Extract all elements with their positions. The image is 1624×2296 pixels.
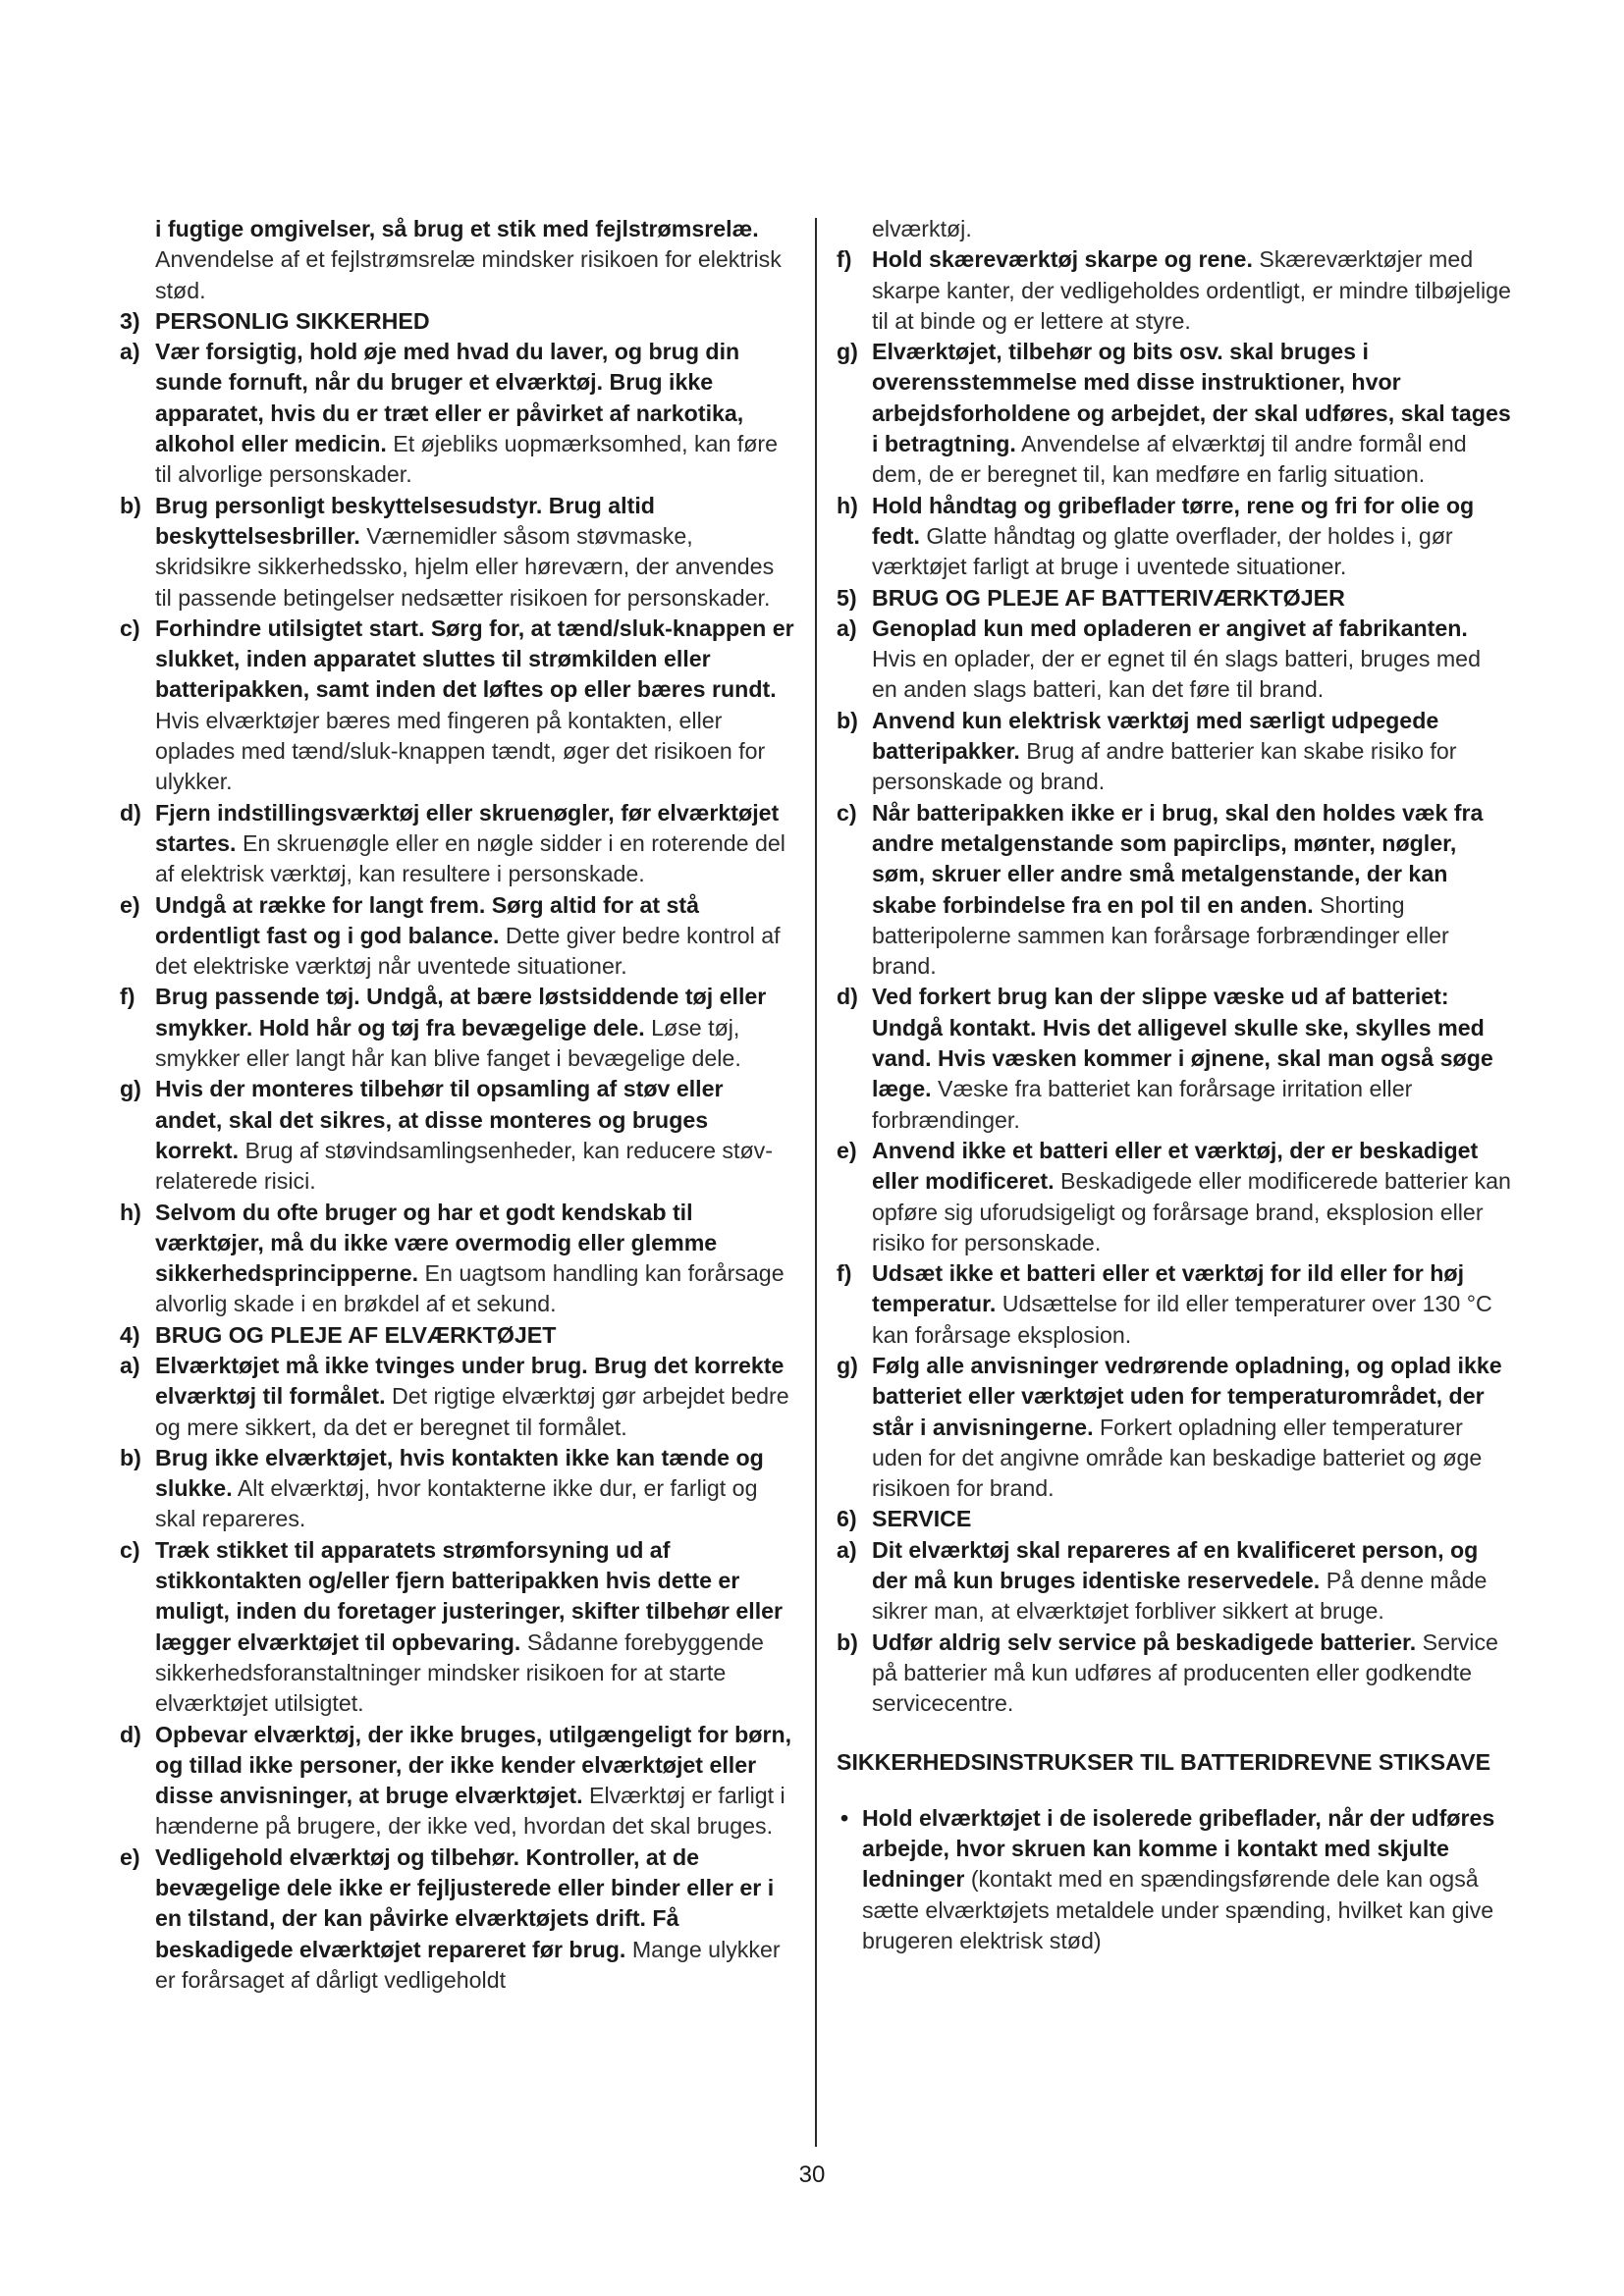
item-label: b) [837,1629,858,1655]
item-label: b) [120,492,141,518]
item-text: Mange ulykker er forårsaget af dårligt vedligeholdt [155,1936,781,1993]
item-text: Glatte håndtag og glatte overflader, der holdes i, gør værktøjet farligt at bruge i uventede situationer. [872,522,1453,580]
bullet-dot-icon: • [840,1804,849,1831]
item-label: c) [120,1536,140,1563]
item-label: b) [120,1444,141,1470]
left-column [120,214,795,1996]
list-item [837,1628,1512,1720]
item-bold-text: Forhindre utilsigtet start. Sørg for, at tænd/sluk-knappen er slukket, inden apparatet sluttes til strømkilden eller batteripakken, samt inden det løftes op eller bæres rundt. [155,614,794,703]
list-item [837,706,1512,798]
bullet-item: • Hold elværktøjet i de isolerede gribeflader, når der udføres arbejde, hvor skruen kan komme i kontakt med skjulte ledninger (kontakt med en spændingsførende dele kan også sætte elværktøjets metaldele under spænding, hvilket kan give brugeren elektrisk stød) [840,1804,1495,1954]
item-bold-text: Selvom du ofte bruger og har et godt kendskab til værktøjer, må du ikke være overmodig eller glemme sikkerhedsprincipperne. [155,1199,718,1287]
list-item [837,491,1512,583]
item-label: g) [120,1076,141,1102]
page-number: 30 [798,2162,826,2188]
section-heading-4: 4) BRUG OG PLEJE AF ELVÆRKTØJET [120,1321,557,1348]
item-bold-text: Elværktøjet må ikke tvinges under brug. Brug det korrekte elværktøj til formålet. [155,1352,785,1410]
item-bold-text: Dit elværktøj skal repareres af en kvalificeret person, og der må kun bruges identiske reservedele. [872,1536,1479,1594]
item-bold-text: Brug ikke elværktøjet, hvis kontakten ikke kan tænde og slukke. [155,1444,764,1502]
item-bold-text: Brug personligt beskyttelsesudstyr. Brug altid beskyttelsesbriller. [155,492,655,549]
item-bold-text: Hold skæreværktøj skarpe og rene. [872,246,1253,273]
list-item [120,337,795,490]
list-item [120,1842,795,1996]
section-heading-3: 3) PERSONLIG SIKKERHED [120,307,430,334]
list-item [837,614,1512,706]
item-label: c) [120,614,140,641]
item-text: Brug af støvindsamlingsenheder, kan reducere støv-relaterede risici. [155,1137,773,1195]
list-item [120,798,795,890]
item-text: En skruenøgle eller en nøgle sidder i en roterende del af elektrisk værktøj, kan resultere i personskade. [155,829,785,887]
list-item [837,244,1512,337]
list-item [120,982,795,1074]
item-text: Et øjebliks uopmærksomhed, kan føre til alvorlige personskader. [155,431,779,488]
item-bold-text: Anvend ikke et batteri eller et værktøj, der er beskadiget eller modificeret. [872,1137,1479,1195]
item-bold-text: Vær forsigtig, hold øje med hvad du laver, og brug din sunde fornuft, når du bruger et elværktøj. Brug ikke apparatet, hvis du er træt eller er påvirket af narkotika, alkohol eller medicin. [155,339,744,457]
item-bold-text: Hold håndtag og gribeflader tørre, rene og fri for olie og fedt. [872,492,1475,549]
item-bold-text: Brug passende tøj. Undgå, at bære løstsiddende tøj eller smykker. Hold hår og tøj fra bevægelige dele. [155,984,767,1041]
item-text: Værnemidler såsom støvmaske, skridsikre sikkerhedssko, hjelm eller høreværn, der anvendes til passende betingelser nedsætter risikoen for personskader. [155,522,775,611]
item-label: g) [837,339,858,365]
item-label: a) [837,614,857,641]
item-bold-text: Følg alle anvisninger vedrørende opladning, og oplad ikke batteriet eller værktøjet uden for temperaturområdet, der står i anvisningerne. [872,1352,1502,1440]
section-4-items-continued [837,244,1512,582]
item-label: h) [837,492,858,518]
item-text: Anvendelse af elværktøj til andre formål end dem, de er beregnet til, kan medføre en farlig situation. [872,431,1467,488]
item-label: e) [120,891,140,918]
item-text: Udsættelse for ild eller temperaturer over 130 °C kan forårsage eksplosion. [872,1291,1492,1348]
continued-paragraph: elværktøj. [872,216,972,241]
item-bold-text: Ved forkert brug kan der slippe væske ud af batteriet: Undgå kontakt. Hvis det alligevel skulle ske, skylles med vand. Hvis væsken kommer i øjnene, skal man også søge læge. [872,984,1493,1102]
item-bold-text: Undgå at række for langt frem. Sørg altid for at stå ordentligt fast og i god balance. [155,891,700,948]
section-6-items [837,1535,1512,1720]
safety-section-title: SIKKERHEDSINSTRUKSER TIL BATTERIDREVNE STIKSAVE [837,1748,1491,1775]
item-text: Forkert opladning eller temperaturer uden for det angivne område kan beskadige batteriet og øge risikoen for brand. [872,1414,1483,1502]
list-item [120,1351,795,1443]
list-item [120,1720,795,1842]
list-item [120,1443,795,1535]
continued-paragraph: i fugtige omgivelser, så brug et stik med fejlstrømsrelæ. Anvendelse af et fejlstrømsrelæ mindsker risikoen for elektrisk stød. [155,216,782,303]
item-text: Væske fra batteriet kan forårsage irritation eller forbrændinger. [872,1076,1413,1133]
list-item [837,337,1512,490]
item-text: Elværktøj er farligt i hænderne på brugere, der ikke ved, hvordan det skal bruges. [155,1783,785,1840]
item-bold-text: Genoplad kun med opladeren er angivet af fabrikanten. [872,614,1468,641]
item-text: En uagtsom handling kan forårsage alvorlig skade i en brøkdel af et sekund. [155,1260,785,1317]
item-label: g) [837,1352,858,1378]
list-item [120,491,795,614]
item-label: a) [120,1352,140,1378]
item-bold-text: Når batteripakken ikke er i brug, skal den holdes væk fra andre metalgenstande som papirclips, mønter, nøgler, søm, skruer eller andre små metalgenstande, der kan skabe forbindelse fra en pol til en anden. [872,799,1484,918]
list-item [120,1535,795,1720]
section-4-items [120,1351,795,1996]
item-bold-text: Anvend kun elektrisk værktøj med særligt udpegede batteripakker. [872,707,1439,765]
list-item [837,1136,1512,1258]
item-text: Det rigtige elværktøj gør arbejdet bedre og mere sikkert, da det er beregnet til formålet. [155,1383,789,1440]
item-label: d) [120,1721,141,1747]
item-bold-text: Udsæt ikke et batteri eller et værktøj for ild eller for høj temperatur. [872,1260,1465,1317]
item-label: f) [120,984,135,1010]
item-label: c) [837,799,857,826]
item-text: Hvis en oplader, der er egnet til én slags batteri, bruges med en anden slags batteri, kan det føre til brand. [872,646,1481,703]
item-label: a) [837,1536,857,1563]
item-label: h) [120,1199,141,1225]
item-text: Dette giver bedre kontrol af det elektriske værktøj når uventede situationer. [155,922,781,980]
item-bold-text: Udfør aldrig selv service på beskadigede batterier. [872,1629,1417,1655]
list-item [837,798,1512,983]
item-label: f) [837,1260,852,1287]
item-text: Beskadigede eller modificerede batterier kan opføre sig uforudsigeligt og forårsage brand, eksplosion eller risiko for personskade. [872,1168,1511,1255]
item-bold-text: Fjern indstillingsværktøj eller skruenøgler, før elværktøjet startes. [155,799,780,856]
list-item [120,890,795,983]
list-item [837,1258,1512,1351]
item-text: Løse tøj, smykker eller langt hår kan blive fanget i bevægelige dele. [155,1014,741,1072]
item-text: Sådanne forebyggende sikkerhedsforanstaltninger mindsker risikoen for at starte elværktøjet utilsigtet. [155,1629,764,1717]
item-label: d) [837,984,858,1010]
section-5-items [837,614,1512,1505]
item-label: e) [837,1137,857,1163]
section-heading-5: 5) BRUG OG PLEJE AF BATTERIVÆRKTØJER [837,584,1345,611]
item-label: f) [837,246,852,273]
item-text: Skæreværktøjer med skarpe kanter, der vedligeholdes ordentligt, er mindre tilbøjelige til at binde og er lettere at styre. [872,246,1511,334]
item-label: d) [120,799,141,826]
list-item [837,1351,1512,1504]
item-text: Shorting batteripolerne sammen kan forårsage forbrændinger eller brand. [872,891,1449,980]
section-heading-6: 6) SERVICE [837,1506,972,1532]
list-item [120,1198,795,1320]
item-text: Brug af andre batterier kan skabe risiko for personskade og brand. [872,738,1457,795]
right-column [837,214,1512,1956]
item-label: b) [837,707,858,733]
list-item [120,614,795,798]
list-item [837,1535,1512,1628]
item-text: Hvis elværktøjer bæres med fingeren på kontakten, eller oplades med tænd/sluk-knappen tændt, øger det risikoen for ulykker. [155,707,766,795]
item-text: Service på batterier må kun udføres af producenten eller godkendte servicecentre. [872,1629,1498,1717]
item-label: e) [120,1843,140,1870]
item-bold-text: Elværktøjet, tilbehør og bits osv. skal bruges i overensstemmelse med disse instruktioner, hvor arbejdsforholdene og arbejdet, der skal udføres, skal tages i betragtning. [872,339,1511,457]
list-item [120,1074,795,1197]
list-item [837,982,1512,1135]
item-bold-text: Opbevar elværktøj, der ikke bruges, utilgængeligt for børn, og tillad ikke personer, der ikke kender elværktøjet eller disse anvisninger, at bruge elværktøjet. [155,1721,792,1809]
item-bold-text: Vedligehold elværktøj og tilbehør. Kontroller, at de bevægelige dele ikke er fejljusterede eller binder eller er i en tilstand, der kan påvirke elværktøjets drift. Få beskadigede elværktøjet repareret før brug. [155,1843,775,1962]
section-3-items [120,337,795,1320]
item-bold-text: Hvis der monteres tilbehør til opsamling af støv eller andet, skal det sikres, at disse monteres og bruges korrekt. [155,1076,724,1163]
item-label: a) [120,339,140,365]
item-text: Alt elværktøj, hvor kontakterne ikke dur, er farligt og skal repareres. [155,1475,758,1532]
item-text: På denne måde sikrer man, at elværktøjet forbliver sikkert at bruge. [872,1568,1488,1625]
column-divider [815,218,817,2147]
item-bold-text: Træk stikket til apparatets strømforsyning ud af stikkontakten og/eller fjern batteripakken hvis dette er muligt, inden du foretager justeringer, skifter tilbehør eller lægger elværktøjet til opbevaring. [155,1536,784,1655]
